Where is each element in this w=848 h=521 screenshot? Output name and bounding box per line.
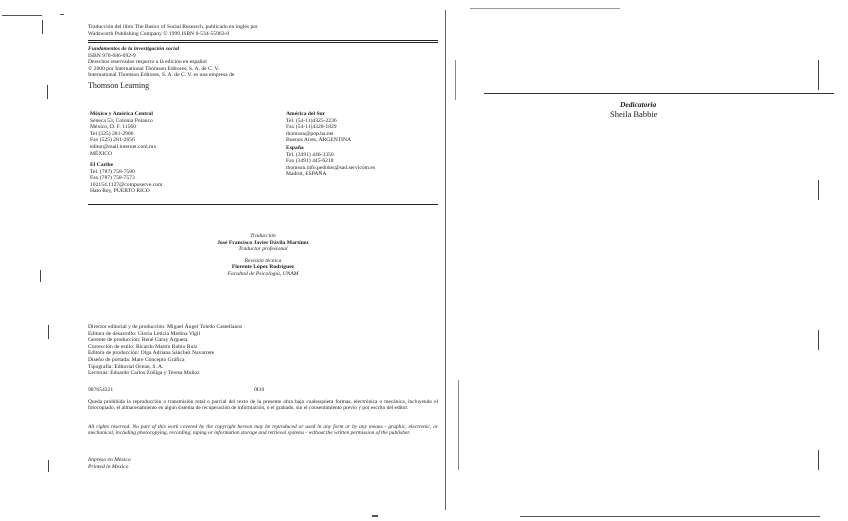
scan-mark	[42, 20, 43, 34]
publisher-brand: Thomson Learning	[88, 81, 150, 90]
gutter-line	[458, 380, 459, 470]
divider	[88, 42, 438, 43]
original-edition-note: Traducción del libro The Basics of Social Research, publicado en inglés por Wadsworth Publishing Company © 1999 ISBN 0-534-55963-0	[88, 24, 258, 37]
office-caribe: El Caribe Tel. (787) 758-7580 Fax (787) 758-7573 102154.1127@compuserve.com Hato Rey, PUERTO RICO	[90, 162, 163, 195]
rights-notice-en: All rights reserved. No part of this work covered by the copyright hereon may be reproduced or used in any form or by any means - graphic, electronic, or mechanical, including photocopying, recording, taping or information storage and retrieval systems - without the written permission of the publisher.	[88, 424, 438, 437]
right-page-edge	[818, 180, 819, 200]
scan-mark	[47, 85, 48, 99]
rights-notice-es: Queda prohibida la reproducción o transmisión total o parcial del texto de la presente obra bajo cualesquiera formas, electrónica o mecánica, incluyendo el fotocopiado, el almacenamiento en algún sistema de recuperación de información, o el grabado, sin el consentimiento previo y por escrito del editor.	[88, 399, 438, 412]
right-page-bottom-rule	[520, 516, 820, 517]
office-espana: España Tel. (3491) 446-3350 Fax (3491) 445-6218 thomson.info.pedidos@sad.servicom.es Madrid, ESPAÑA	[286, 145, 376, 178]
right-page-edge	[818, 450, 819, 470]
right-page-top-rule	[484, 93, 834, 94]
dedication-heading: Dedicatoria	[620, 100, 657, 109]
print-run-code: 0I10	[254, 387, 265, 393]
scan-speck	[2, 15, 42, 16]
office-mexico: México y América Central Séneca 53, Colonia Polanco México, D. F. 11560 Tel (525) 281-2906 Fax (525) 281-2656 editor@mail.internet.com.mx MÉXICO	[90, 111, 157, 157]
divider	[88, 204, 438, 205]
scan-speck	[60, 14, 64, 15]
print-run-code: 987654321	[88, 387, 114, 393]
copyright-block: Fundamentos de la investigación social ISBN 970-686-092-9 Derechos reservados respecto a la edición en español © 2000 por International Thomson Editores, S. A. de C. V. International Thomson Editores, S. A. de C. V. es una empresa de	[88, 46, 235, 79]
top-edge-rule	[470, 8, 620, 9]
isbn: ISBN 970-686-092-9	[88, 52, 136, 59]
translation-credits: Traducción José Francisco Javier Dávila Martínez Traductor profesional Revisión técnica Florente López Rodríguez Facultad de Psicología, UNAM	[217, 233, 309, 277]
scan-mark	[48, 325, 49, 339]
dedication-name: Sheila Babbie	[610, 109, 658, 119]
office-sudamerica: América del Sur Tel. (54-11)4325-2236 Fax (54-11)4328-1829 thomson@pop.ba.net Buenos Aires, ARGENTINA	[286, 111, 352, 144]
scan-speck	[372, 515, 378, 517]
right-page-edge	[818, 60, 819, 90]
gutter-line	[455, 60, 456, 100]
scan-mark	[40, 270, 41, 282]
right-page-edge	[818, 330, 819, 350]
gutter-line	[445, 10, 446, 510]
spanish-title: Fundamentos de la investigación social	[88, 46, 180, 52]
printed-in: Impreso en México Printed in Mexico	[88, 457, 131, 470]
production-credits: Director editorial y de producción: Miguel Ángel Toledo Castellanos Editora de desarrollo: Gloria Leticia Medina Vigil Gerente de producción: René Garay Argueta Corrección de estilo: Ricardo Martín Rubio Ruiz Editora de producción: Olga Adriana Sánchez Navarrete Diseño de portada: Mare Concepto Gráfica Tipografía: Editorial Ocean, S. A. Lecturas: Eduardo Carlos Zúñiga y Teresa Muñoz	[88, 324, 243, 377]
divider	[88, 40, 438, 41]
scan-mark	[48, 460, 49, 472]
